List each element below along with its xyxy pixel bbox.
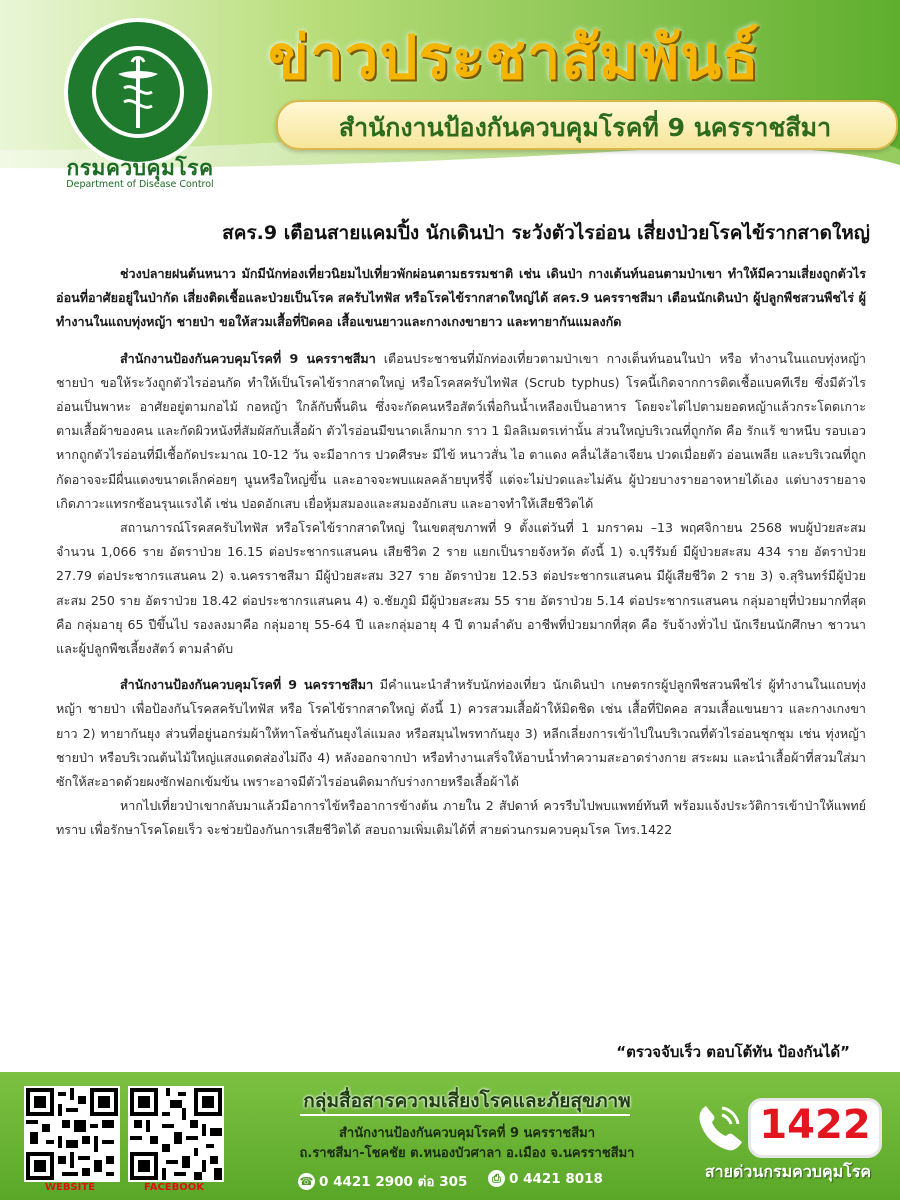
- slogan: “ตรวจจับเร็ว ตอบโต้ทัน ป้องกันได้”: [616, 1043, 850, 1061]
- footer-group-title: กลุ่มสื่อสารความเสี่ยงโรคและภัยสุขภาพ: [303, 1090, 631, 1112]
- paragraph-4: [56, 673, 866, 794]
- hotline-number[interactable]: 1422: [759, 1102, 871, 1148]
- qr-code-icon: [130, 1088, 222, 1180]
- facebook-label: FACEBOOK: [144, 1182, 204, 1193]
- paragraph-2: [56, 347, 866, 516]
- news-headline: สคร.9 เตือนสายแคมปิ้ง นักเดินป่า ระวังตัวไรอ่อน เสี่ยงป่วยโรคไข้รากสาดใหญ่: [222, 222, 870, 244]
- paragraph-2-text: เตือนประชาชนที่มักท่องเที่ยวตามป่าเขา กางเต็นท์นอนในป่า หรือ ทำงานในแถบทุ่งหญ้า ชายป่า ขอให้ระวังถูกตัวไรอ่อนกัด ทำให้เป็นโรคไข้รากสาดใหญ่ หรือโรคสครับไทฟัส (Scrub typhus) โรคนี้เกิดจากการติดเชื้อแบคทีเรีย ซึ่งมีตัวไรอ่อนเป็นพาหะ อาศัยอยู่ตามกอไม้ กอหญ้า ใกล้กับพื้นดิน ซึ่งจะกัดคนหรือสัตว์เพื่อกินน้ำเหลืองเป็นอาหาร โดยจะไต่ไปตามยอดหญ้าแล้วกระโดดเกาะตามเสื้อผ้าของคน และกัดผิวหนังที่สัมผัสกับเสื้อผ้า ตัวไรอ่อนมีขนาดเล็กมาก ราว 1 มิลลิเมตรเท่านั้น ส่วนใหญ่บริเวณที่ถูกกัด คือ รักแร้ ขาหนีบ รอบเอว หากถูกตัวไรอ่อนที่มีเชื้อกัดประมาณ 10-12 วัน จะมีอาการ ปวดศีรษะ มีไข้ หนาวสั่น ไอ ตาแดง คลื่นไส้อาเจียน ปวดเมื่อยตัว อ่อนเพลีย และบริเวณที่ถูกกัดอาจจะมีผื่นแดงขนาดเล็กค่อยๆ นูนหรือใหญ่ขึ้น และอาจจะพบแผลคล้ายบุหรี่จี้ แต่จะไม่ปวดและไม่คัน ผู้ป่วยบางรายอาจหายได้เอง แต่บางรายอาจเกิดภาวะแทรกซ้อนรุนแรงได้ เช่น ปอดอักเสบ เยื่อหุ้มสมองและสมองอักเสบ และอาจทำให้เสียชีวิตได้: [56, 350, 866, 511]
- footer-fax: [488, 1170, 603, 1187]
- department-name-thai: กรมควบคุมโรค: [66, 156, 214, 180]
- hotline-phone-icon: [692, 1100, 746, 1154]
- footer-divider: [300, 1114, 630, 1116]
- page-subtitle: สำนักงานป้องกันควบคุมโรคที่ 9 นครราชสีมา: [338, 113, 832, 142]
- website-label: WEBSITE: [44, 1182, 96, 1193]
- footer-address: ถ.ราชสีมา-โชคชัย ต.หนองบัวศาลา อ.เมือง จ.นครราชสีมา: [299, 1146, 635, 1161]
- paragraph-4-text: มีคำแนะนำสำหรับนักท่องเที่ยว นักเดินป่า เกษตรกรผู้ปลูกพืชสวนพืชไร่ ผู้ทำงานในแถบทุ่งหญ้า ชายป่า เพื่อป้องกันโรคสครับไทฟัส หรือ โรคไข้รากสาดใหญ่ ดังนี้ 1) ควรสวมเสื้อผ้าให้มิดชิด เช่น เสื้อที่ปิดคอ สวมเสื้อแขนยาว และกางเกงขายาว 2) ทายากันยุง ส่วนที่อยู่นอกร่มผ้าให้ทาโลชั่นกันยุงไล่แมลง หรือสมุนไพรทากันยุง 3) หลีกเลี่ยงการเข้าไปในบริเวณที่ตัวไรอ่อนชุกชุม เช่น ทุ่งหญ้า ชายป่า หรือบริเวณต้นไม้ใหญ่แสงแดดส่องไม่ถึง 4) หลังออกจากป่า หรือทำงานเสร็จให้อาบน้ำทำความสะอาดร่างกาย สระผม และนำเสื้อผ้าที่สวมใส่มาซักให้สะอาดด้วยผงซักฟอกเข้มข้น เพราะอาจมีตัวไรอ่อนติดมากับร่างกายหรือเสื้อผ้าได้: [56, 677, 866, 790]
- paragraph-3: สถานการณ์โรคสครับไทฟัส หรือโรคไข้รากสาดใหญ่ ในเขตสุขภาพที่ 9 ตั้งแต่วันที่ 1 มกราคม –13 พฤศจิกายน 2568 พบผู้ป่วยสะสม จำนวน 1,066 ราย อัตราป่วย 16.15 ต่อประชากรแสนคน เสียชีวิต 2 ราย แยกเป็นรายจังหวัด ดังนี้ 1) จ.บุรีรัมย์ มีผู้ป่วยสะสม 434 ราย อัตราป่วย 27.79 ต่อประชากรแสนคน 2) จ.นครราชสีมา มีผู้ป่วยสะสม 327 ราย อัตราป่วย 12.53 ต่อประชากรแสนคน มีผู้เสียชีวิต 2 ราย 3) จ.สุรินทร์มีผู้ป่วยสะสม 250 ราย อัตราป่วย 18.42 ต่อประชากรแสนคน 4) จ.ชัยภูมิ มีผู้ป่วยสะสม 55 ราย อัตราป่วย 5.14 ต่อประชากรแสนคน กลุ่มอายุที่ป่วยมากที่สุดคือ กลุ่มอายุ 65 ปีขึ้นไป รองลงมาคือ กลุ่มอายุ 55-64 ปี และกลุ่มอายุ 4 ปี ตามลำดับ อาชีพที่ป่วยมากที่สุด คือ รับจ้างทั่วไป นักเรียนนักศึกษา ชาวนา และผู้ปลูกพืชเลี้ยงสัตว์ ตามลำดับ: [56, 520, 866, 657]
- qr-code-icon: [26, 1088, 118, 1180]
- phone-number: 0 4421 2900 ต่อ 305: [319, 1174, 468, 1190]
- facebook-qr-code[interactable]: [128, 1086, 224, 1182]
- department-name-english: Department of Disease Control: [66, 179, 214, 190]
- fax-icon: ⎙: [488, 1170, 505, 1187]
- lead-paragraph: ช่วงปลายฝนต้นหนาว มักมีนักท่องเที่ยวนิยมไปเที่ยวพักผ่อนตามธรรมชาติ เช่น เดินป่า กางเต้นท์นอนตามป่าเขา ทำให้มีความเสี่ยงถูกตัวไรอ่อนที่อาศัยอยู่ในป่ากัด เสี่ยงติดเชื้อและป่วยเป็นโรค สครับไทฟัส หรือโรคไข้รากสาดใหญ่ได้ สคร.9 นครราชสีมา เตือนนักเดินป่า ผู้ปลูกพืชสวนพืชไร่ ผู้ทำงานในแถบทุ่งหญ้า ชายป่า ขอให้สวมเสื้อที่ปิดคอ เสื้อแขนยาวและกางเกงขายาว และทายากันแมลงกัด: [56, 266, 866, 330]
- paragraph-5: หากไปเที่ยวป่าเขากลับมาแล้วมีอาการไข้หรืออาการข้างต้น ภายใน 2 สัปดาห์ ควรรีบไปพบแพทย์ทันที พร้อมแจ้งประวัติการเข้าป่าให้แพทย์ทราบ เพื่อรักษาโรคโดยเร็ว จะช่วยป้องกันการเสียชีวิตได้ สอบถามเพิ่มเติมได้ที่ สายด่วนกรมควบคุมโรค โทร.1422: [56, 798, 866, 838]
- moph-logo: [62, 16, 214, 168]
- fax-number: 0 4421 8018: [509, 1170, 603, 1187]
- page-title: ข่าวประชาสัมพันธ์: [268, 23, 760, 93]
- article-body: [56, 262, 866, 843]
- header-banner: [0, 0, 900, 212]
- website-qr-code[interactable]: [24, 1086, 120, 1182]
- org-name: สำนักงานป้องกันควบคุมโรคที่ 9 นครราชสีมา: [120, 350, 376, 366]
- phone-icon: ☎: [299, 1174, 314, 1188]
- org-name: สำนักงานป้องกันควบคุมโรคที่ 9 นครราชสีมา: [120, 677, 374, 693]
- footer-phone: [298, 1170, 467, 1192]
- hotline-label: สายด่วนกรมควบคุมโรค: [704, 1162, 872, 1181]
- footer-office-name: สำนักงานป้องกันควบคุมโรคที่ 9 นครราชสีมา: [338, 1126, 595, 1141]
